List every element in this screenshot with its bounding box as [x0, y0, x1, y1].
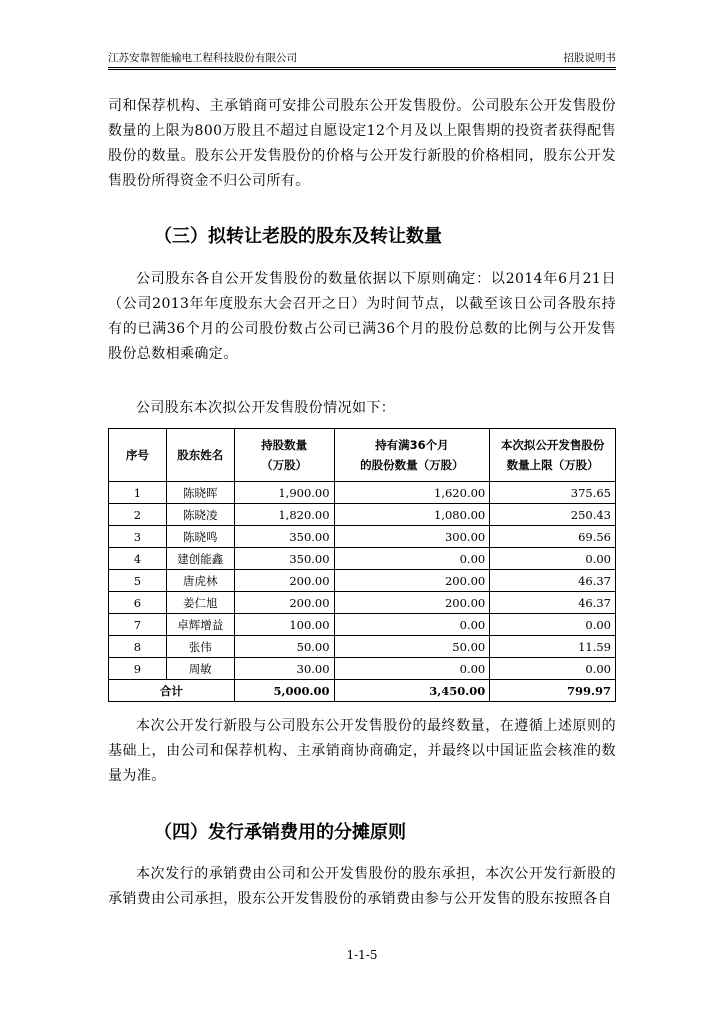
cell-name: 陈晓凌 — [166, 504, 234, 526]
total-held36: 3,450.00 — [334, 680, 490, 702]
cell-held: 200.00 — [234, 570, 334, 592]
section-heading-4: （四）发行承销费用的分摊原则 — [154, 822, 406, 843]
header-doc-type: 招股说明书 — [563, 52, 616, 64]
cell-limit: 69.56 — [490, 526, 616, 548]
cell-held36: 200.00 — [334, 592, 490, 614]
paragraph-1: 司和保荐机构、主承销商可安排公司股东公开发售股份。公司股东公开发售股份数量的上限为800万股且不超过自愿设定12个月及以上限售期的投资者获得配售股份的数量。股东公开发售股份的价格与公开发行新股的价格相同，股东公开发售股份所得资金不归公司所有。 — [108, 98, 616, 189]
table-row — [109, 570, 616, 592]
cell-seq: 3 — [109, 526, 167, 548]
table-row — [109, 548, 616, 570]
cell-held36: 200.00 — [334, 570, 490, 592]
paragraph-3: 公司股东本次拟公开发售股份情况如下： — [136, 400, 396, 416]
table-row — [109, 658, 616, 680]
cell-held: 100.00 — [234, 614, 334, 636]
cell-seq: 8 — [109, 636, 167, 658]
cell-held: 350.00 — [234, 548, 334, 570]
paragraph-4: 本次公开发行新股与公司股东公开发售股份的最终数量，在遵循上述原则的基础上，由公司和保荐机构、主承销商协商确定，并最终以中国证监会核准的数量为准。 — [108, 718, 616, 784]
table-row — [109, 592, 616, 614]
table-row — [109, 614, 616, 636]
cell-seq: 7 — [109, 614, 167, 636]
paragraph-5: 本次发行的承销费由公司和公开发售股份的股东承担，本次公开发行新股的承销费由公司承担，股东公开发售股份的承销费由参与公开发售的股东按照各自 — [108, 866, 616, 907]
cell-seq: 9 — [109, 658, 167, 680]
table-row — [109, 504, 616, 526]
table-row — [109, 526, 616, 548]
cell-name: 姜仁旭 — [166, 592, 234, 614]
cell-held36: 0.00 — [334, 548, 490, 570]
cell-limit: 0.00 — [490, 614, 616, 636]
page-number: 1-1-5 — [346, 948, 378, 962]
table-header-row — [109, 429, 616, 482]
cell-name: 建创能鑫 — [166, 548, 234, 570]
cell-seq: 1 — [109, 482, 167, 504]
cell-name: 卓辉增益 — [166, 614, 234, 636]
header-name: 股东姓名 — [166, 429, 234, 482]
table-total-row — [109, 680, 616, 702]
paragraph-2: 公司股东各自公开发售股份的数量依据以下原则确定：以2014年6月21日（公司2013年年度股东大会召开之日）为时间节点，以截至该日公司各股东持有的已满36个月的公司股份数占公司已满36个月的股份总数的比例与公开发售股份总数相乘确定。 — [108, 271, 616, 362]
cell-held: 1,900.00 — [234, 482, 334, 504]
cell-name: 陈晓鸣 — [166, 526, 234, 548]
cell-held: 1,820.00 — [234, 504, 334, 526]
cell-limit: 46.37 — [490, 570, 616, 592]
cell-limit: 250.43 — [490, 504, 616, 526]
cell-limit: 0.00 — [490, 548, 616, 570]
cell-held: 350.00 — [234, 526, 334, 548]
total-label: 合计 — [109, 680, 235, 702]
header-held36: 持有满36个月 的股份数量（万股） — [334, 429, 490, 482]
cell-limit: 11.59 — [490, 636, 616, 658]
cell-held36: 0.00 — [334, 658, 490, 680]
cell-seq: 4 — [109, 548, 167, 570]
cell-limit: 0.00 — [490, 658, 616, 680]
cell-held36: 50.00 — [334, 636, 490, 658]
total-held: 5,000.00 — [234, 680, 334, 702]
header-limit: 本次拟公开发售股份 数量上限（万股） — [490, 429, 616, 482]
cell-held: 50.00 — [234, 636, 334, 658]
shareholder-table — [108, 428, 616, 702]
cell-seq: 2 — [109, 504, 167, 526]
cell-held36: 0.00 — [334, 614, 490, 636]
cell-limit: 375.65 — [490, 482, 616, 504]
cell-held36: 1,080.00 — [334, 504, 490, 526]
cell-seq: 6 — [109, 592, 167, 614]
cell-name: 张伟 — [166, 636, 234, 658]
table-row — [109, 636, 616, 658]
cell-name: 周敏 — [166, 658, 234, 680]
cell-held: 30.00 — [234, 658, 334, 680]
header-seq: 序号 — [109, 429, 167, 482]
cell-name: 陈晓晖 — [166, 482, 234, 504]
cell-name: 唐虎林 — [166, 570, 234, 592]
cell-limit: 46.37 — [490, 592, 616, 614]
section-heading-3: （三）拟转让老股的股东及转让数量 — [154, 226, 442, 247]
cell-held36: 1,620.00 — [334, 482, 490, 504]
page-header — [108, 50, 616, 68]
cell-held: 200.00 — [234, 592, 334, 614]
cell-seq: 5 — [109, 570, 167, 592]
cell-held36: 300.00 — [334, 526, 490, 548]
header-rule — [108, 69, 616, 70]
header-held: 持股数量 （万股） — [234, 429, 334, 482]
header-company: 江苏安靠智能输电工程科技股份有限公司 — [108, 52, 297, 64]
total-limit: 799.97 — [490, 680, 616, 702]
table-row — [109, 482, 616, 504]
